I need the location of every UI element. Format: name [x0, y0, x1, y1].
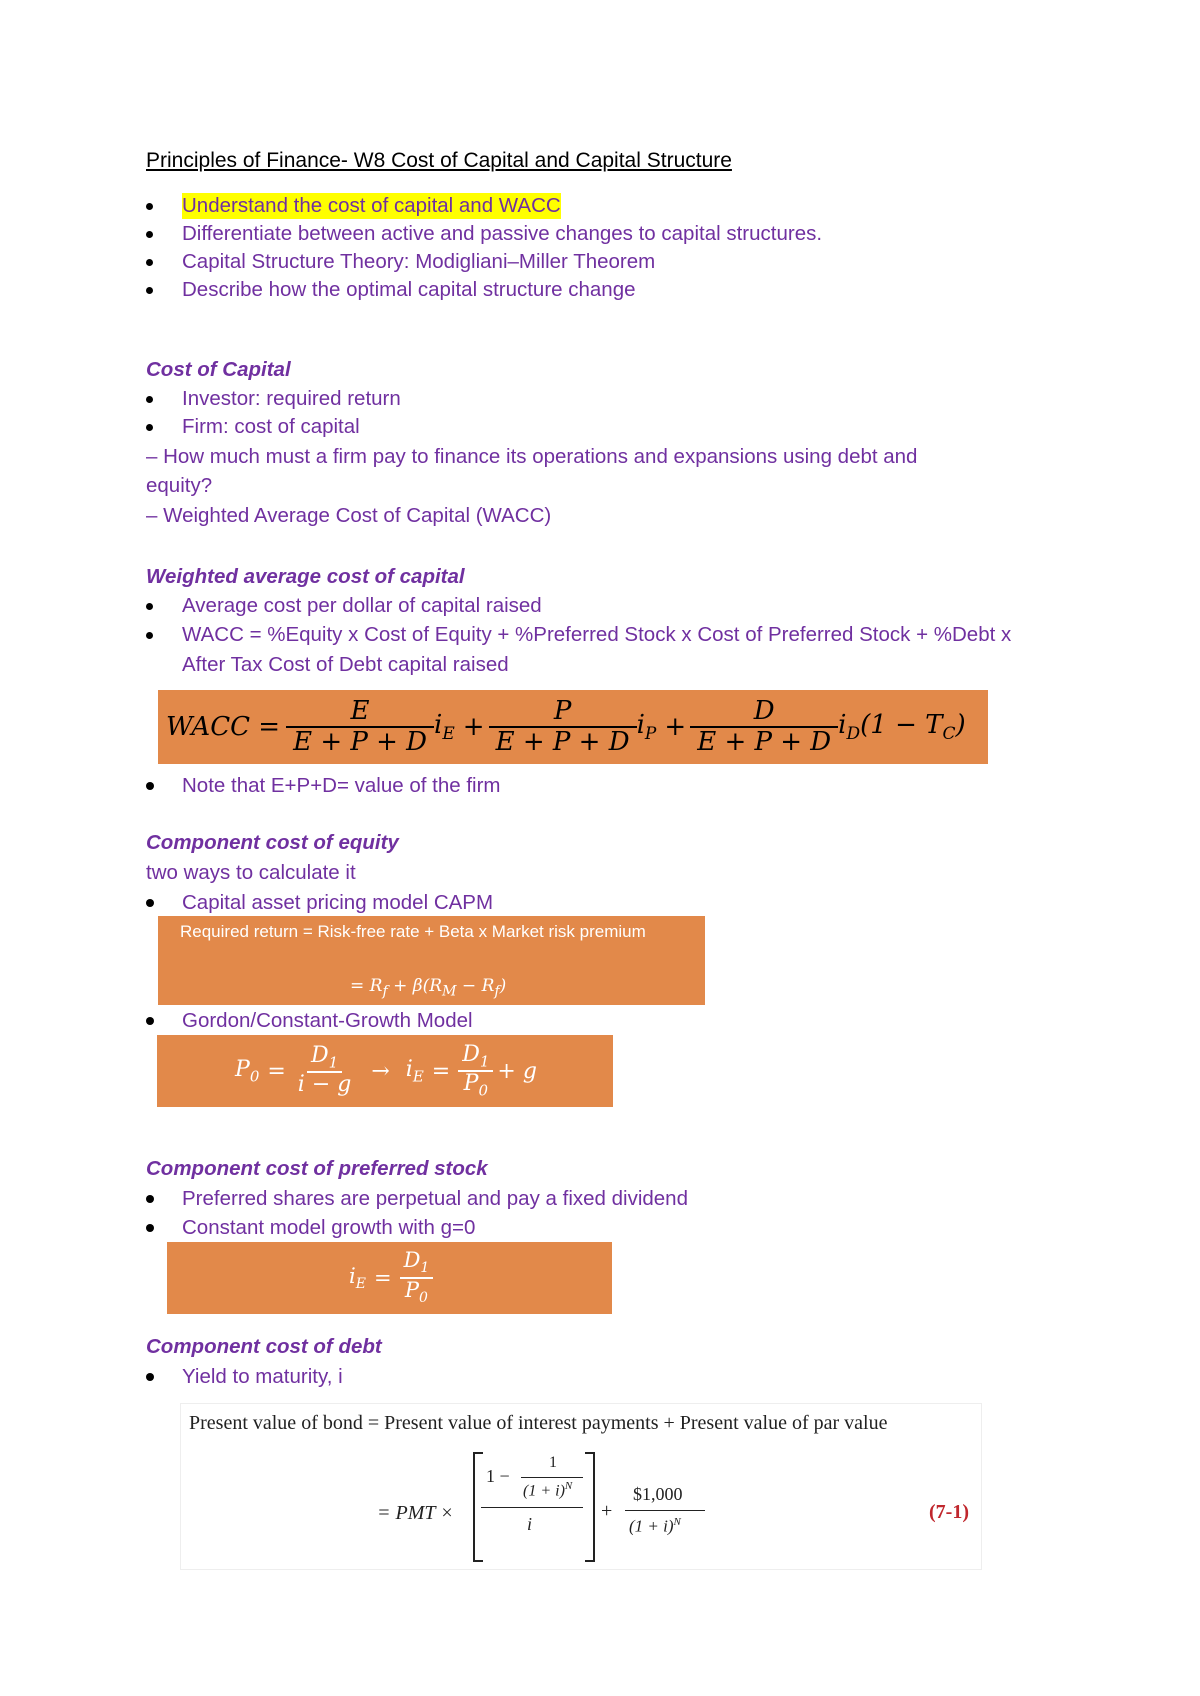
bullet-icon — [146, 1224, 154, 1232]
section-heading-equity: Component cost of equity — [146, 831, 399, 854]
list-item-text: Constant model growth with g=0 — [182, 1216, 476, 1239]
bond-plus: + — [601, 1500, 613, 1522]
fraction-line — [625, 1510, 705, 1511]
bullet-icon — [146, 231, 153, 238]
list-item-text: Average cost per dollar of capital raised — [182, 594, 542, 617]
tax-term: $(1 - T_C)$ — [860, 709, 966, 745]
fraction-equity — [290, 697, 430, 756]
list-item-text: Note that E+P+D= value of the firm — [182, 774, 501, 797]
bullet-icon — [146, 259, 153, 266]
fraction-line — [521, 1477, 583, 1478]
capm-box-text: Required return = Risk-free rate + Beta x Market risk premium — [180, 922, 646, 941]
paragraph-text: – Weighted Average Cost of Capital (WACC) — [146, 504, 552, 527]
bond-par: $1,000 — [633, 1484, 683, 1504]
fraction-gordon: $\frac{D_1}{i - g}$ — [297, 1043, 352, 1098]
list-item-text: Yield to maturity, i — [182, 1365, 343, 1388]
section-heading-wacc: Weighted average cost of capital — [146, 565, 465, 588]
fraction-preferred — [493, 697, 633, 756]
list-item-text: WACC = %Equity x Cost of Equity + %Preferred Stock x Cost of Preferred Stock + %Debt x — [182, 623, 1012, 646]
wacc-lhs: WACC = — [166, 712, 281, 742]
objective-text: Differentiate between active and passive changes to capital structures. — [182, 222, 823, 245]
rate-symbol: $i_D$ — [838, 709, 861, 745]
list-item-text: Preferred shares are perpetual and pay a fixed dividend — [182, 1187, 688, 1210]
rate-symbol: $i_E$ — [434, 709, 455, 745]
section-heading-cost-of-capital: Cost of Capital — [146, 358, 291, 381]
bullet-icon — [146, 603, 153, 610]
fraction-gordon-rate: $\frac{D_1}{P_0}$ — [458, 1043, 493, 1099]
bond-i: i — [527, 1514, 533, 1534]
preferred-formula-box: $i_E$ = $\frac{D_1}{P_0}$ — [167, 1242, 612, 1314]
bullet-icon — [146, 396, 153, 403]
paragraph-text: – How much must a firm pay to finance its operations and expansions using debt and — [146, 445, 918, 468]
objective-text: Describe how the optimal capital structure change — [182, 278, 636, 301]
paragraph-text: two ways to calculate it — [146, 861, 356, 884]
bullet-icon — [146, 1195, 154, 1203]
bullet-icon — [146, 1373, 154, 1381]
bond-inner-den: $(1 + i)^N$ — [523, 1480, 573, 1500]
wacc-formula-box: WACC = $\frac{E}{E + P + D}$ $i_E$ + $\frac{P}{E + P + D}$ $i_P$ + $\frac{D}{E + P + D}$ $i_D$ $(1 - T_C)$ — [158, 690, 988, 764]
fraction-numerator: P — [489, 697, 637, 728]
section-heading-preferred: Component cost of preferred stock — [146, 1157, 488, 1180]
bullet-icon — [146, 899, 154, 907]
fraction-numerator: D — [690, 697, 838, 728]
objective-text: Capital Structure Theory: Modigliani–Miller Theorem — [182, 250, 656, 273]
fraction-denominator: E + P + D — [495, 727, 630, 757]
bond-formula-figure — [180, 1403, 982, 1570]
bond-pmt: = PMT × — [377, 1502, 454, 1524]
bullet-icon — [146, 1017, 154, 1025]
equation-number: (7-1) — [929, 1501, 969, 1523]
paragraph-text: equity? — [146, 474, 213, 497]
gordon-formula-box: $P_0$ = $\frac{D_1}{i - g}$ → $i_E$ = $\frac{D_1}{P_0}$ + g — [157, 1035, 613, 1107]
rate-symbol: $i_P$ — [636, 709, 657, 745]
right-bracket — [585, 1452, 595, 1562]
fraction-debt — [694, 697, 834, 756]
bond-inner-num: 1 — [549, 1454, 557, 1471]
fraction-numerator: E — [286, 697, 434, 728]
fraction-denominator: E + P + D — [293, 727, 428, 757]
bullet-icon — [146, 782, 154, 790]
bond-one-minus: 1 − — [486, 1466, 510, 1486]
capm-formula: = $R_f + \beta(R_M - R_f)$ — [350, 976, 507, 1000]
list-item-continuation: After Tax Cost of Debt capital raised — [182, 653, 509, 676]
fraction-line — [481, 1507, 583, 1508]
fraction-denominator: E + P + D — [697, 727, 832, 757]
page-title: Principles of Finance- W8 Cost of Capital and Capital Structure — [146, 149, 732, 172]
bullet-icon — [146, 287, 153, 294]
bullet-icon — [146, 632, 153, 639]
bullet-icon — [146, 203, 153, 210]
objective-text: Understand the cost of capital and WACC — [182, 194, 561, 217]
bond-par-den: $(1 + i)^N$ — [629, 1516, 681, 1536]
arrow-icon: → — [371, 1058, 390, 1084]
bond-formula-line: Present value of bond = Present value of interest payments + Present value of par value — [189, 1412, 888, 1434]
list-item-text: Capital asset pricing model CAPM — [182, 891, 494, 914]
capm-formula-box — [158, 916, 705, 1005]
section-heading-debt: Component cost of debt — [146, 1335, 382, 1358]
bullet-icon — [146, 424, 153, 431]
list-item-text: Gordon/Constant-Growth Model — [182, 1009, 473, 1032]
list-item-text: Investor: required return — [182, 387, 401, 410]
list-item-text: Firm: cost of capital — [182, 415, 360, 438]
fraction-preferred-rate: $\frac{D_1}{P_0}$ — [400, 1249, 434, 1306]
